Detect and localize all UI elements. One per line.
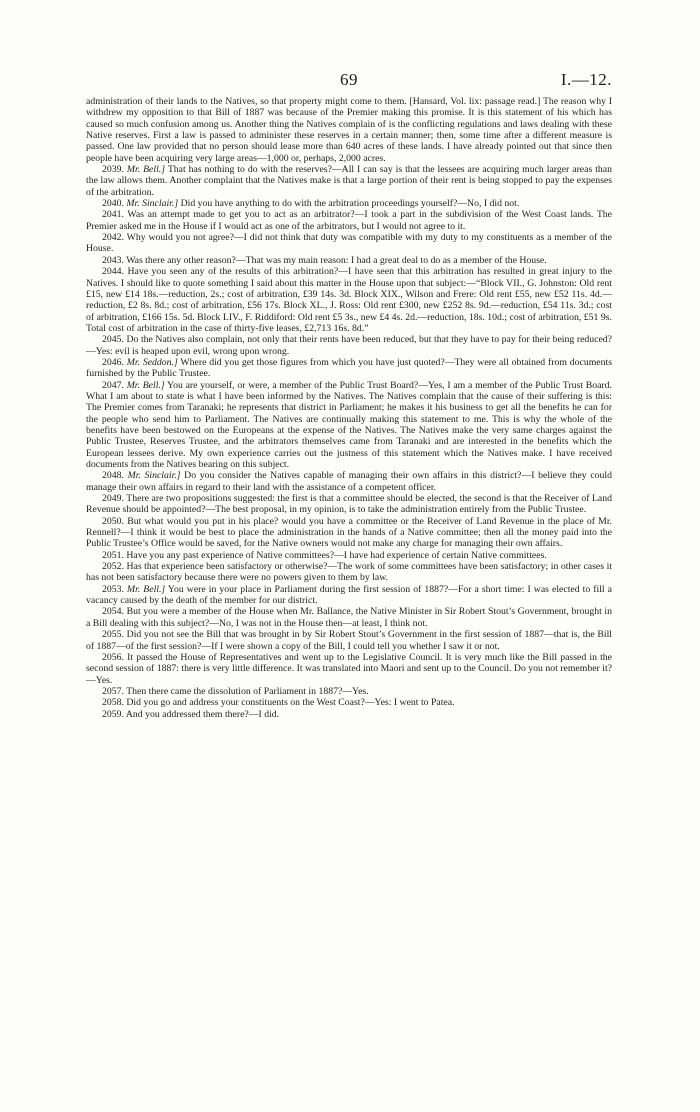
- speaker-label: Mr. Bell.]: [126, 379, 165, 391]
- question-number: 2042.: [102, 232, 124, 244]
- document-reference: I.—12.: [560, 70, 612, 89]
- paragraph-text: Do the Natives also complain, not only that their rents have been reduced, but that they have to pay for their being reduced?—Yes: evil is heaped upon evil, wrong upon wrong.: [86, 334, 613, 357]
- question-number: 2040.: [102, 198, 124, 210]
- paragraph-text: Was an attempt made to get you to act as an arbitrator?—I took a part in the subdivision of the West Coast lands. The Premier asked me in the House if I would act as one of the arbitrators, but I would not agree to it.: [86, 209, 612, 232]
- paragraph-q2042: [86, 232, 612, 255]
- paragraph-q2057: [86, 686, 612, 697]
- paragraph-text: Did you not see the Bill that was brought in by Sir Robert Stout’s Government in the first session of 1887—that is, the Bill of 1887—of the first session?—If I were shown a copy of the Bill, I could tell you whether I saw it or not.: [86, 629, 612, 652]
- question-number: 2059.: [102, 708, 124, 720]
- question-number: 2057.: [102, 685, 124, 697]
- question-number: 2058.: [102, 697, 124, 709]
- paragraph-q2049: [86, 493, 612, 516]
- question-number: 2050.: [102, 515, 124, 527]
- paragraph-text: Have you seen any of the results of this arbitration?—I have seen that this arbitration has resulted in great injury to the Natives. I should like to quote something I said about this matter in the House upon that subject:—“Block VII., G. Johnston: Old rent £15, new £14 18s.—reduction, 2s.; cost of arbitration, £39 14s. 3d. Block XIX., Wilson and Frere: Old rent £55, new £52 11s. 4d.—reduction, £2 8s. 8d.; cost of arbitration, £56 17s. Block XL., J. Ross: Old rent £300, new £252 8s. 9d.—reduction, £54 11s. 3d.; cost of arbitration, £166 15s. 5d. Block LIV., F. Riddiford: Old rent £5 3s., new £4 4s. 2d.—reduction, 18s. 10d.; cost of arbitration, £51 9s. Total cost of arbitration in the case of thirty-five leases, £2,713 16s. 8d.”: [86, 266, 613, 334]
- page-number: 69: [340, 70, 358, 89]
- paragraph-q2051: [86, 550, 612, 561]
- question-number: 2053.: [102, 583, 124, 595]
- question-number: 2044.: [102, 266, 124, 278]
- paragraph-q2044: [86, 266, 612, 334]
- paragraph-text: Why would you not agree?—I did not think that duty was compatible with my duty to my constituents as a member of the House.: [86, 232, 612, 255]
- question-number: 2039.: [102, 164, 124, 176]
- paragraph-text: Where did you get those figures from which you have just quoted?—They were all obtained from documents furnished by the Public Trustee.: [86, 356, 612, 380]
- paragraph-q2055: [86, 629, 612, 652]
- question-number: 2051.: [102, 549, 124, 561]
- paragraph-text: You are yourself, or were, a member of the Public Trust Board?—Yes, I am a member of the Public Trust Board. What I am about to state is what I have been informed by the Natives. The Natives complain that the cause of their suffering is this: The Premier comes from Taranaki; he represents that district in Parliament; he makes it his business to get all the benefits he can for the people who send him to Parliament. The Natives are continually making this statement to me. This is why the whole of the benefits have been bestowed on the Europeans at the expense of the Natives. The Natives make the very same charges against the Public Trustee, Reserves Trustee, and the arbitrators themselves came from Taranaki and are interested in the benefits which the European lessees derive. My own experience carries out the justness of this statement which the Natives make. I have received documents from the Natives bearing on this subject.: [86, 379, 612, 470]
- page-header: [86, 70, 612, 94]
- paragraph-q2059: [86, 709, 612, 720]
- paragraph-q2050: [86, 516, 612, 550]
- paragraph-text: But what would you put in his place? would you have a committee or the Receiver of Land Revenue in the place of Mr. Rennell?—I think it would be best to place the administration in the hands of a Native committee; then all the money paid into the Public Trustee’s Office would be saved, for the Native owners would not make any charge for managing their own affairs.: [86, 515, 612, 550]
- speaker-label: Mr. Sinclair.]: [127, 470, 181, 482]
- speaker-label: Mr. Sinclair.]: [126, 198, 179, 210]
- paragraph-text: And you addressed them there?—I did.: [125, 708, 280, 720]
- paragraph-text: It passed the House of Representatives and went up to the Legislative Council. It is very much like the Bill passed in the second session of 1887: there is very little difference. It was translated into Maori and sent up to the Council. Do you not remember it?—Yes.: [86, 651, 613, 686]
- paragraph-text: That has nothing to do with the reserves?—All I can say is that the lessees are acquiring much larger areas than the law allows them. Another complaint that the Natives make is that a large portion of their rent is being stopped to pay the expenses of the arbitration.: [86, 164, 612, 198]
- question-number: 2046.: [102, 356, 124, 368]
- question-number: 2052.: [102, 561, 124, 573]
- paragraph-text: You were in your place in Parliament during the first session of 1887?—For a short time: I was elected to fill a vacancy caused by the death of the member for our district.: [86, 583, 613, 607]
- question-number: 2056.: [102, 651, 124, 663]
- paragraph-intro: [86, 96, 612, 164]
- question-number: 2055.: [102, 629, 124, 641]
- question-number: 2054.: [102, 606, 124, 618]
- question-number: 2045.: [102, 334, 124, 346]
- paragraph-text: Did you have anything to do with the arbitration proceedings yourself?—No, I did not.: [180, 198, 520, 210]
- question-number: 2049.: [102, 493, 124, 505]
- paragraph-text: But you were a member of the House when Mr. Ballance, the Native Minister in Sir Robert Stout’s Government, brought in a Bill dealing with this subject?—No, I was not in the House then—at least, I think not.: [86, 606, 612, 629]
- paragraph-q2048: [86, 470, 612, 493]
- paragraph-text: Do you consider the Natives capable of managing their own affairs in this district?—I believe they could manage their own affairs in regard to their land with the assistance of a competent officer.: [86, 470, 612, 493]
- speaker-label: Mr. Seddon.]: [126, 356, 178, 368]
- paragraph-text: Was there any other reason?—That was my main reason: I had a great deal to do as a member of the House.: [126, 254, 547, 266]
- question-number: 2041.: [102, 209, 124, 221]
- paragraph-q2056: [86, 652, 612, 686]
- paragraph-q2041: [86, 209, 612, 232]
- paragraph-text: Have you any past experience of Native committees?—I have had experience of certain Native committees.: [126, 549, 547, 561]
- paragraph-q2040: [86, 198, 612, 209]
- paragraph-text: Then there came the dissolution of Parliament in 1887?—Yes.: [126, 685, 369, 697]
- paragraph-q2043: [86, 255, 612, 266]
- paragraph-text: Did you go and address your constituents on the West Coast?—Yes: I went to Patea.: [126, 697, 455, 709]
- paragraph-q2045: [86, 334, 612, 357]
- paragraph-q2047: [86, 380, 612, 471]
- question-number: 2043.: [102, 254, 124, 266]
- body-text: [86, 96, 612, 720]
- question-number: 2048.: [102, 470, 124, 482]
- paragraph-q2046: [86, 357, 612, 380]
- paragraph-q2039: [86, 164, 612, 198]
- paragraph-text: administration of their lands to the Natives, so that property might come to them. [Hansard, Vol. lix: passage read.] The reason why I withdrew my opposition to that Bill of 1887 was because of the Premier making this promise. It is this statement of his which has caused so much confusion among us. Another thing the Natives complain of is the conflicting regulations and laws dealing with these Native reserves. First a law is passed to administer these reserves in a certain manner; then, some time after a different measure is passed. One law provided that no person should lease more than 640 acres of these lands. I have already pointed out that since then people have been acquiring very large areas—1,000 or, perhaps, 2,000 acres.: [86, 96, 612, 164]
- speaker-label: Mr. Bell.]: [126, 164, 166, 176]
- paragraph-q2058: [86, 697, 612, 708]
- paragraph-text: Has that experience been satisfactory or otherwise?—The work of some committees have been satisfactory; in other cases it has not been satisfactory because there were no powers given to them by law.: [86, 561, 612, 584]
- paragraph-q2054: [86, 606, 612, 629]
- paragraph-q2053: [86, 584, 612, 607]
- question-number: 2047.: [102, 379, 124, 391]
- paragraph-text: There are two propositions suggested: the first is that a committee should be elected, the second is that the Receiver of Land Revenue should be appointed?—The best proposal, in my opinion, is to take the administration entirely from the Public Trustee.: [86, 493, 612, 516]
- paragraph-q2052: [86, 561, 612, 584]
- speaker-label: Mr. Bell.]: [126, 583, 166, 595]
